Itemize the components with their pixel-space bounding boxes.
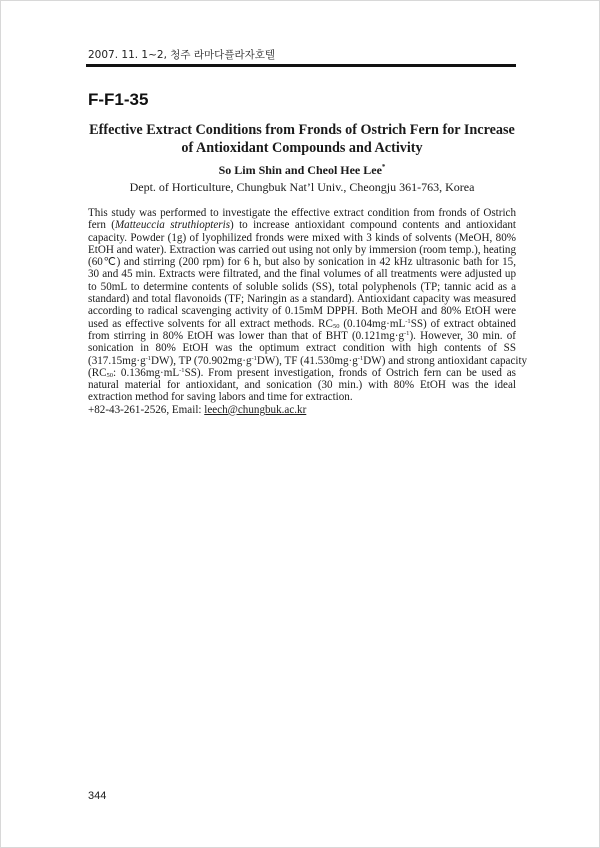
abstract-line: according to radical scavenging activity of 0.15mM DPPH. Both MeOH and 80% EtOH were [88, 305, 516, 318]
phone-number: +82-43-261-2526, Email: [88, 403, 205, 416]
abstract-line: EtOH and water). Extraction was carried out using not only by immersion (room temp.), heating [88, 243, 516, 256]
abstract-line: extraction method for saving labors and time for extraction. [88, 391, 353, 404]
abstract-line: to 50mL to determine contents of soluble solids (SS), total polyphenols (TP; tannic acid as a [88, 280, 516, 293]
abstract-line: sonication in 80% EtOH was the optimum extract condition with high contents of SS [88, 342, 516, 355]
title-line-1: Effective Extract Conditions from Fronds of Ostrich Fern for Increase [89, 122, 515, 138]
contact-line [88, 404, 516, 416]
page-number: 344 [88, 790, 107, 802]
species-name: Matteuccia struthiopteris [114, 219, 231, 232]
abstract-line: capacity. Powder (1g) of lyophilized fronds were mixed with 3 kinds of solvents (MeOH, 80% [88, 231, 516, 244]
abstract-body [88, 207, 528, 416]
header-rule [86, 64, 516, 67]
abstract-line: 30 and 45 min. Extracts were filtrated, and the final volumes of all treatments were adjusted up [88, 268, 516, 281]
abstract-line: natural material for antioxidant, and sonication (30 min.) with 80% EtOH was the ideal [88, 379, 516, 392]
abstract-line: ($RC_{50}$: $0.136mg\cdot mL^{-1}SS$). From present investigation, fronds of Ostrich fern can be used as [88, 366, 516, 379]
abstract-code: F-F1-35 [88, 90, 149, 109]
abstract-line: standard) and total flavonoids (TF; Naringin as a standard). Antioxidant capacity was measured [88, 293, 516, 306]
abstract-line: fern (Matteuccia struthiopteris) to increase antioxidant compound contents and antioxidant [88, 219, 516, 232]
abstract-line: This study was performed to investigate the effective extract condition from fronds of Ostrich [88, 207, 516, 219]
abstract-line: from stirring in 80% EtOH was lower than that of BHT $(0.121mg\cdot g^{-1})$. However, 30 min. of [88, 329, 516, 342]
affiliation: Dept. of Horticulture, Chungbuk Nat’l Univ., Cheongju 361-763, Korea [129, 180, 475, 194]
email-link[interactable]: leech@chungbuk.ac.kr [204, 403, 307, 416]
title-line-2: of Antioxidant Compounds and Activity [181, 140, 423, 156]
author-names: So Lim Shin and Cheol Hee Lee [218, 163, 382, 177]
abstract-line: used as effective solvents for all extract methods. $RC_{50}$ $(0.104mg\cdot mL^{-1}SS)$ of extract obtained [88, 317, 516, 330]
abstract-line: (60℃) and stirring (200 rpm) for 6 h, but also by sonication in 42 kHz ultrasonic bath for 15, [88, 256, 516, 269]
paper-title [88, 121, 516, 157]
corresponding-mark: * [381, 163, 386, 171]
conference-header: 2007. 11. 1~2, 청주 라마다플라자호텔 [88, 49, 276, 61]
abstract-line: $(317.15mg\cdot g^{-1}DW)$, TP $(70.902mg\cdot g^{-1}DW)$, TF $(41.530mg\cdot g^{-1}DW)$ and strong antioxidant capacity [88, 354, 528, 367]
authors [88, 163, 516, 178]
